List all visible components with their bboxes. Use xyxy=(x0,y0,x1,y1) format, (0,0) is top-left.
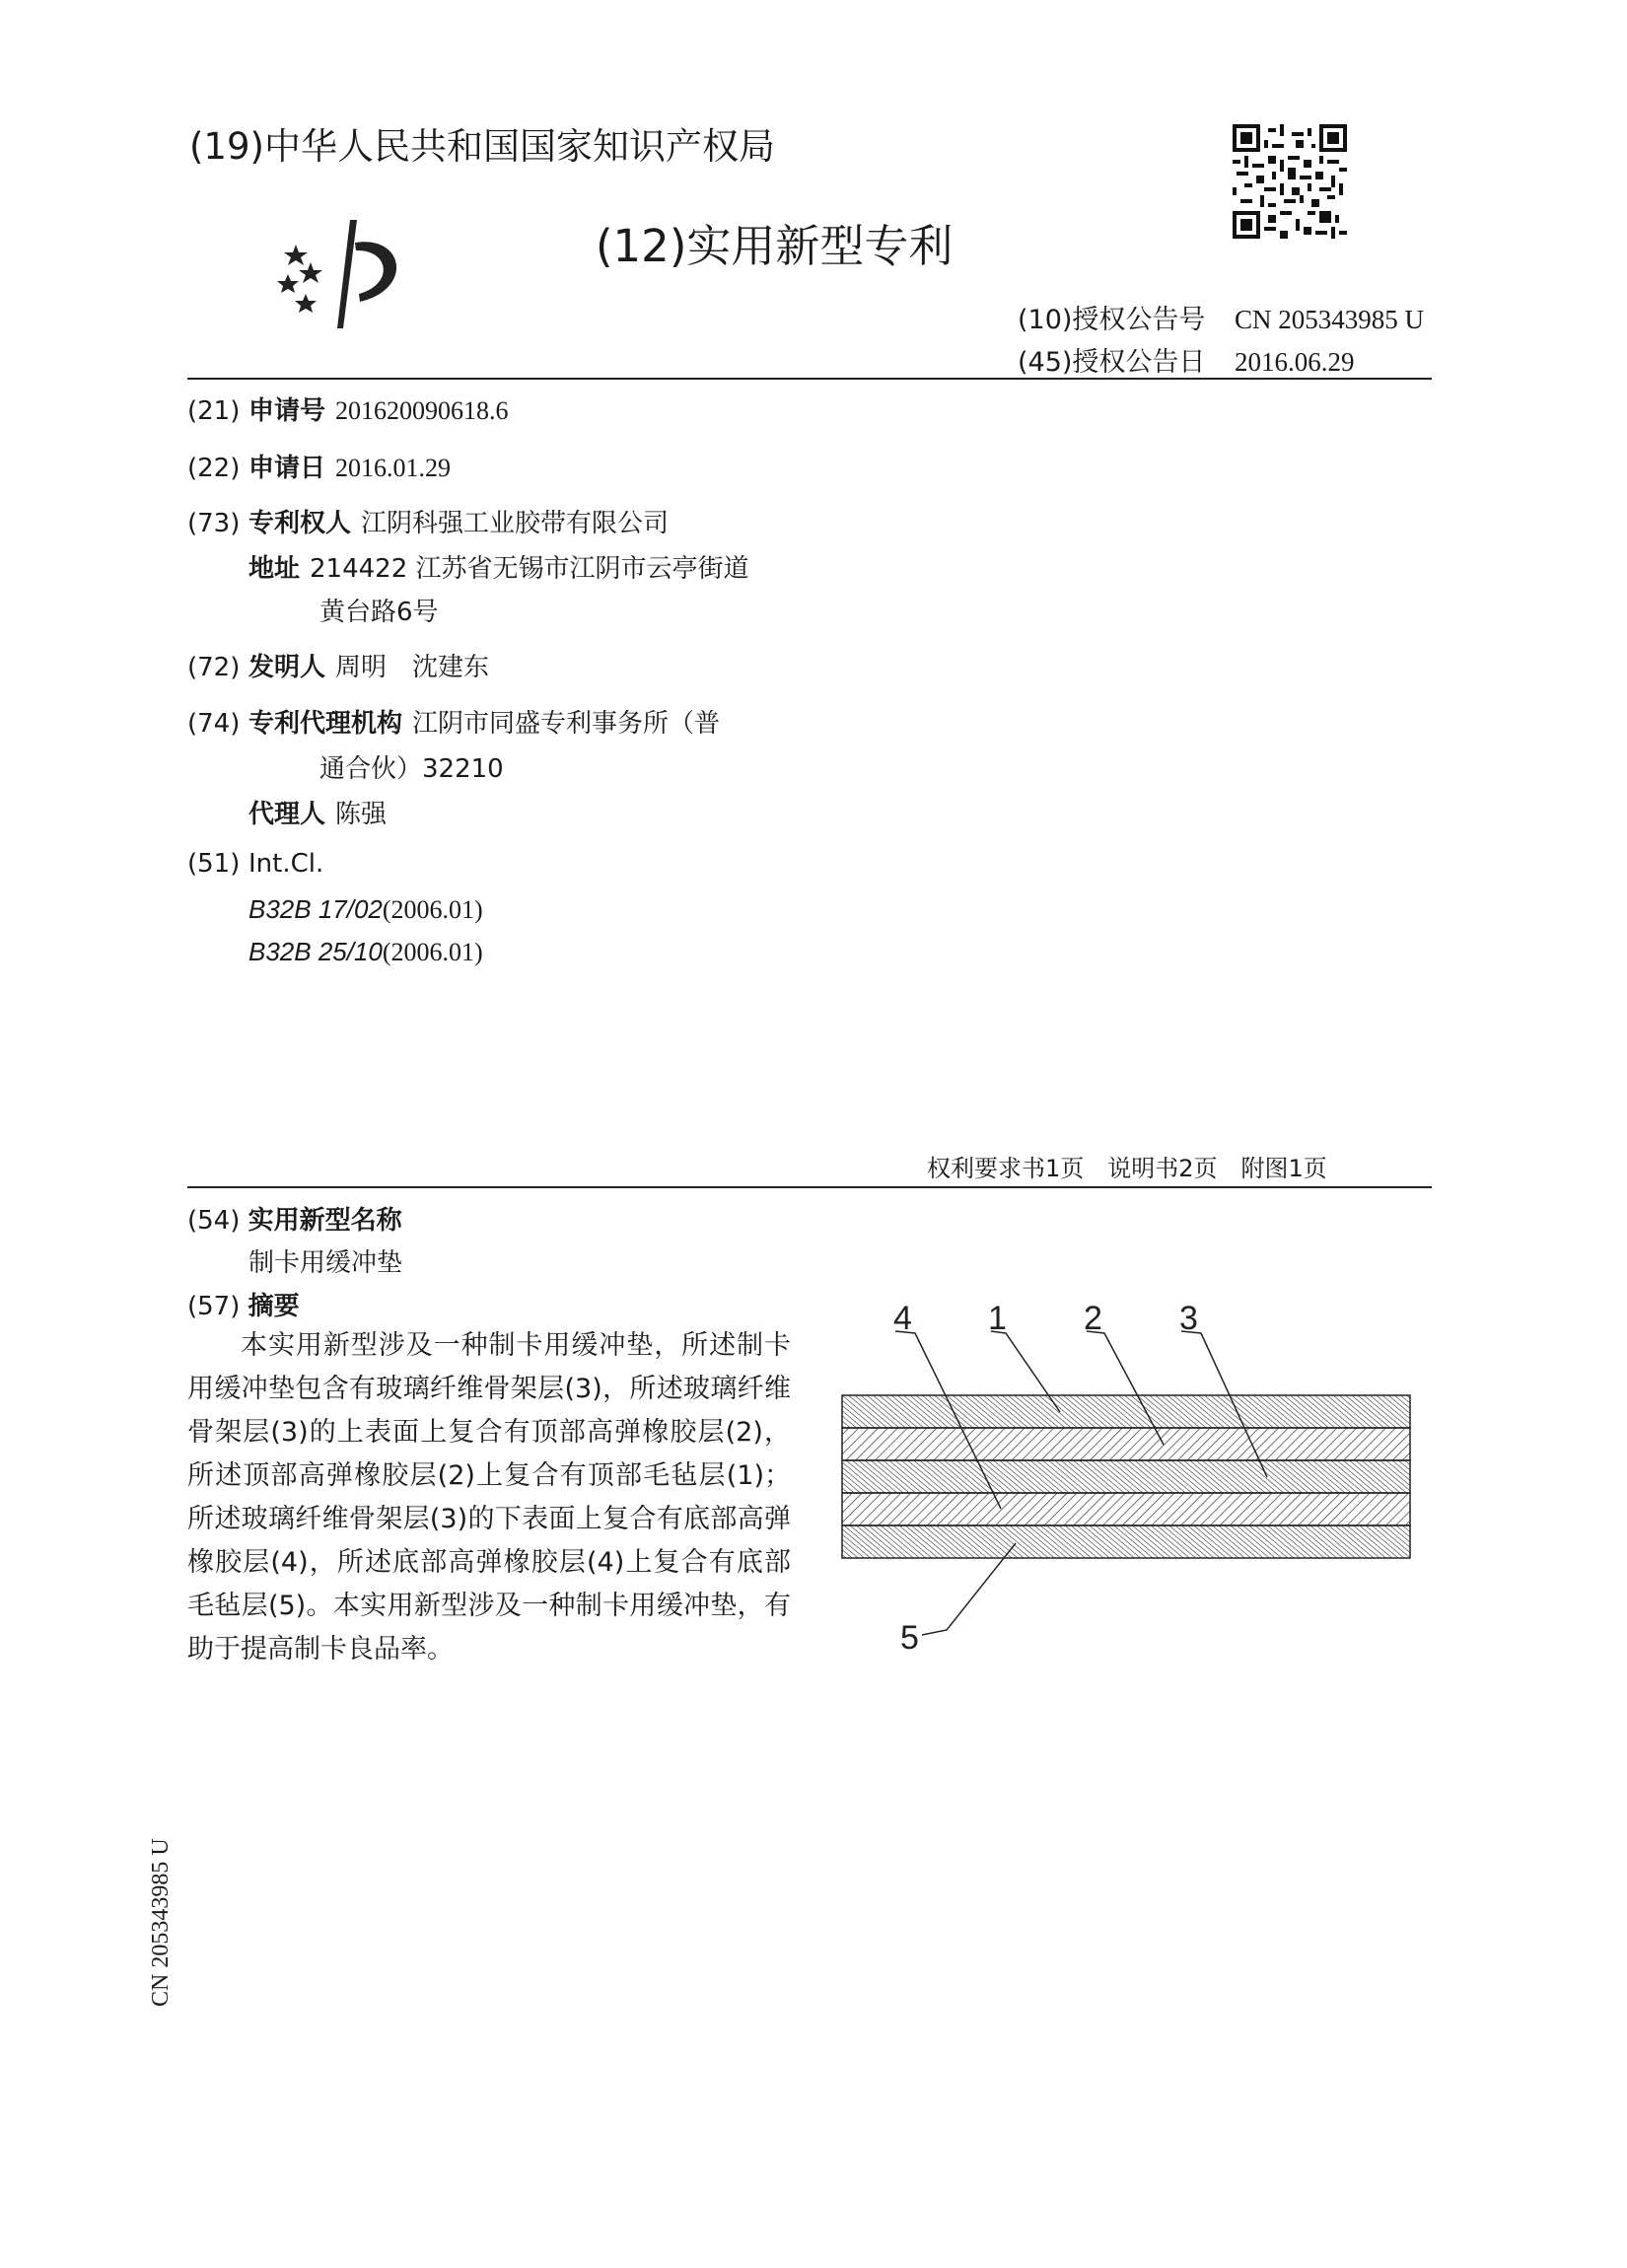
field-value: 陈强 xyxy=(335,800,388,829)
section-label: 实用新型名称 xyxy=(248,1206,402,1236)
ipc-class: B32B 25/10 xyxy=(248,937,383,966)
office-name: (19)中华人民共和国国家知识产权局 xyxy=(189,125,775,168)
document-type: (12)实用新型专利 xyxy=(596,220,954,272)
address-line-2: 黄台路6号 xyxy=(319,598,439,627)
field-label: 地址 xyxy=(248,554,301,584)
figure-label-3: 3 xyxy=(1179,1302,1198,1337)
field-label: 代理人 xyxy=(248,800,326,829)
figure-label-2: 2 xyxy=(1084,1302,1102,1337)
ipc-class-1 xyxy=(248,894,483,925)
abstract-heading xyxy=(187,1286,300,1322)
qr-code-icon xyxy=(1233,124,1347,239)
field-code: (73) xyxy=(187,509,241,538)
application-number xyxy=(187,390,509,427)
figure-label-5: 5 xyxy=(900,1619,919,1657)
field-label: Int.Cl. xyxy=(248,849,324,879)
inventors xyxy=(187,647,489,683)
section-divider xyxy=(187,1186,1432,1188)
layer-stack xyxy=(842,1395,1410,1558)
publication-number-row xyxy=(1018,298,1424,336)
layer-top-rubber xyxy=(842,1428,1410,1460)
field-value: 江阴科强工业胶带有限公司 xyxy=(361,509,670,538)
patent-agency xyxy=(187,703,720,740)
ipc-heading xyxy=(187,849,323,879)
publication-number-label: (10)授权公告号 xyxy=(1018,305,1206,335)
ipc-class: B32B 17/02 xyxy=(248,894,383,924)
layer-glass-fiber xyxy=(842,1460,1410,1493)
field-label: 专利权人 xyxy=(248,509,352,538)
layer-bottom-felt xyxy=(842,1525,1410,1558)
page-counts: 权利要求书1页 说明书2页 附图1页 xyxy=(927,1155,1327,1182)
cnipa-logo-icon xyxy=(266,215,424,333)
side-publication-number: CN 205343985 U xyxy=(148,1838,174,2007)
publication-date-row xyxy=(1018,340,1355,379)
field-code: (74) xyxy=(187,709,241,739)
field-value: 214422 江苏省无锡市江阴市云亭街道 xyxy=(310,554,749,584)
field-code: (51) xyxy=(187,849,241,879)
section-code: (54) xyxy=(187,1206,241,1236)
publication-date: 2016.06.29 xyxy=(1235,347,1355,377)
agent xyxy=(248,794,387,830)
abstract-text: 本实用新型涉及一种制卡用缓冲垫，所述制卡用缓冲垫包含有玻璃纤维骨架层(3)，所述玻璃纤维骨架层(3)的上表面上复合有顶部高弹橡胶层(2)，所述顶部高弹橡胶层(2)上复合有顶部毛毡层(1)；所述玻璃纤维骨架层(3)的下表面上复合有底部高弹橡胶层(4)，所述底部高弹橡胶层(4)上复合有底部毛毡层(5)。本实用新型涉及一种制卡用缓冲垫，有助于提高制卡良品率。 xyxy=(187,1330,791,1665)
field-code: (72) xyxy=(187,653,241,682)
publication-date-label: (45)授权公告日 xyxy=(1018,347,1206,378)
patent-agency-line-2: 通合伙）32210 xyxy=(319,754,504,784)
field-label: 发明人 xyxy=(248,653,326,682)
cross-section-figure xyxy=(828,1302,1440,1676)
ipc-version: (2006.01) xyxy=(382,938,483,966)
utility-model-title: 制卡用缓冲垫 xyxy=(248,1248,403,1278)
field-code: (21) xyxy=(187,396,241,426)
field-code: (22) xyxy=(187,454,241,483)
section-code: (57) xyxy=(187,1292,241,1321)
field-label: 专利代理机构 xyxy=(248,709,403,739)
field-label: 申请日 xyxy=(248,454,326,483)
address xyxy=(248,548,749,585)
field-value: 周明 沈建东 xyxy=(335,653,490,682)
field-label: 申请号 xyxy=(248,396,326,426)
section-label: 摘要 xyxy=(248,1292,300,1321)
application-date xyxy=(187,448,451,484)
field-value: 2016.01.29 xyxy=(335,454,452,482)
ipc-class-2 xyxy=(248,937,483,967)
publication-number: CN 205343985 U xyxy=(1235,305,1425,334)
field-value: 201620090618.6 xyxy=(335,396,509,425)
layer-top-felt xyxy=(842,1395,1410,1428)
patentee xyxy=(187,503,669,539)
ipc-version: (2006.01) xyxy=(382,895,483,924)
figure-label-1: 1 xyxy=(988,1302,1007,1337)
header-divider xyxy=(187,378,1432,380)
layer-bottom-rubber xyxy=(842,1493,1410,1525)
figure-label-4: 4 xyxy=(893,1302,912,1337)
title-heading xyxy=(187,1200,402,1237)
field-value: 江阴市同盛专利事务所（普 xyxy=(412,709,721,739)
